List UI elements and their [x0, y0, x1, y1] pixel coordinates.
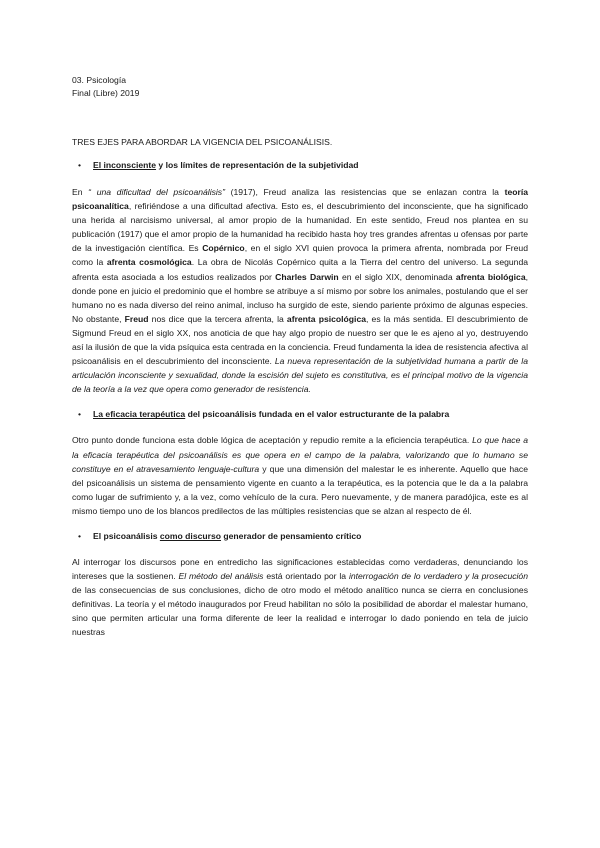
heading-prefix: El psicoanálisis [93, 530, 160, 541]
heading-rest: del psicoanálisis fundada en el valor estructurante de la palabra [185, 409, 450, 420]
section-heading-1 [72, 160, 528, 170]
bold-text-run: afrenta biológica [455, 271, 526, 282]
heading-underlined: El inconsciente [93, 160, 157, 170]
italic-text-run: interrogación de lo verdadero y la prosecución [348, 571, 528, 582]
bullet-icon: • [78, 409, 82, 420]
bold-text-run: Copérnico [202, 243, 245, 254]
bullet-icon: • [78, 160, 82, 170]
header-exam: Final (Libre) 2019 [72, 88, 140, 98]
header-course: 03. Psicología [72, 75, 126, 85]
section-heading-3 [72, 531, 528, 541]
bold-text-run: afrenta psicológica [286, 313, 367, 324]
text-run: . La obra de Nicolás Copérnico quita a la Tierra del centro del universo. La segunda afrenta esta asociada a los estudios realizados por [72, 257, 529, 282]
bullet-icon: • [78, 530, 82, 541]
italic-text-run: El método del análisis [178, 571, 264, 582]
italic-text-run: Lo que hace a la eficacia terapéutica del psicoanálisis es que opera en el campo de la palabra, valorizando que lo humano se constituye en el atravesamiento lenguaje-cultura [72, 435, 528, 474]
text-run: , refiriéndose a una dificultad afectiva. Esto es, el descubrimiento del inconsciente, que ha significado una herida al narcisismo universal, al amor propio de la humanidad. En este sentido, Freud nos plantea en su publicación (1917) que el amor propio de la humanidad ha recibido hasta hoy tres grandes afrentas u ofensas por parte de la investigación científica. Es [72, 201, 528, 254]
text-run: Otro punto donde funciona esta doble lógica de aceptación y repudio remite a la eficiencia terapéutica. [72, 435, 473, 446]
bold-text-run: teoría psicoanalítica [72, 187, 528, 212]
text-run: , donde pone en juicio el predominio que el hombre se atribuye a sí mismo por sobre los animales, postulando que el ser humano no es nada diverso del reino animal, incluso ha surgido de este, siendo pariente próximo de algunas especies. No obstante, [72, 271, 528, 324]
document-title: TRES EJES PARA ABORDAR LA VIGENCIA DEL PSICOANÁLISIS. [72, 137, 333, 147]
bold-text-run: afrenta cosmológica [106, 257, 192, 268]
text-run: en el siglo XIX, denominada [338, 271, 456, 282]
text-run: (1917), Freud analiza las resistencias que se enlazan contra la [224, 187, 505, 197]
italic-text-run: “ una dificultad del psicoanálisis” [88, 187, 225, 197]
bold-text-run: Freud [124, 313, 149, 324]
text-run: , es la más sentida. El descubrimiento de Sigmund Freud en el siglo XX, nos anoticia de que hay algo propio de nuestro ser que le es ajeno al yo, destruyendo así la ilusión de que la vida psíquica esta centrada en la concienci​a. Freud fundamenta la idea de resistencia afectiva al psicoanálisis en el descubrimiento del inconsciente. [72, 313, 529, 367]
text-run: y que una dimensión del malestar le es inherente. Aquello que hace del psicoanálisis un sistema de pensamiento vigente en cuanto a la terapéutica, es la potencia que le da a la palabra como lugar de sufrimiento y, a la vez, como vehículo de la cura. Pero nuevamente, y de manera paradójica, este es al mismo tiempo uno de los blancos predilectos de las múltiples resistencias que se alzan al respecto de él. [72, 463, 528, 516]
text-run: , en el siglo XVI quien provoca la primera afrenta, nombrada por Freud como la [72, 243, 528, 268]
bold-text-run: Charles Darwin [275, 271, 339, 282]
text-run: En [72, 187, 89, 197]
text-run: nos dice que la tercera afrenta, la [148, 313, 287, 324]
heading-rest: generador de pensamiento crítico [221, 530, 362, 541]
section-paragraph-2 [72, 433, 528, 518]
italic-text-run: La nueva representación de la subjetividad humana a partir de la articulación inconsciente y sexualidad, donde la escisión del sujeto es constitutiva, es el principal motivo de la vigencia de la teoría a la vez que opera como generador de resistencia. [72, 356, 528, 395]
text-run: está orientado por la [263, 571, 349, 582]
heading-rest: y los límites de representación de la subjetividad [156, 160, 359, 170]
section-paragraph-1 [72, 185, 528, 396]
text-run: Al interrogar los discursos pone en entredicho las significaciones establecidas como verdaderas, denunciando los intereses que la sostienen. [72, 556, 528, 582]
heading-underlined: La eficacia terapéutica [93, 409, 186, 420]
heading-underlined: como discurso [159, 530, 222, 541]
text-run: de las consecuencias de sus conclusiones, dicho de otro modo el método analítico nunca se cierra en conclusiones definitivas. La teoría y el método inaugurados por Freud habilitan no sólo la posibilidad de abordar el malestar humano, sino que permiten articular una forma diferente de leer la realidad e interrogar lo dado poniendo en tela de juicio nuestras [72, 585, 528, 638]
section-paragraph-3 [72, 555, 528, 640]
section-heading-2 [72, 409, 528, 419]
